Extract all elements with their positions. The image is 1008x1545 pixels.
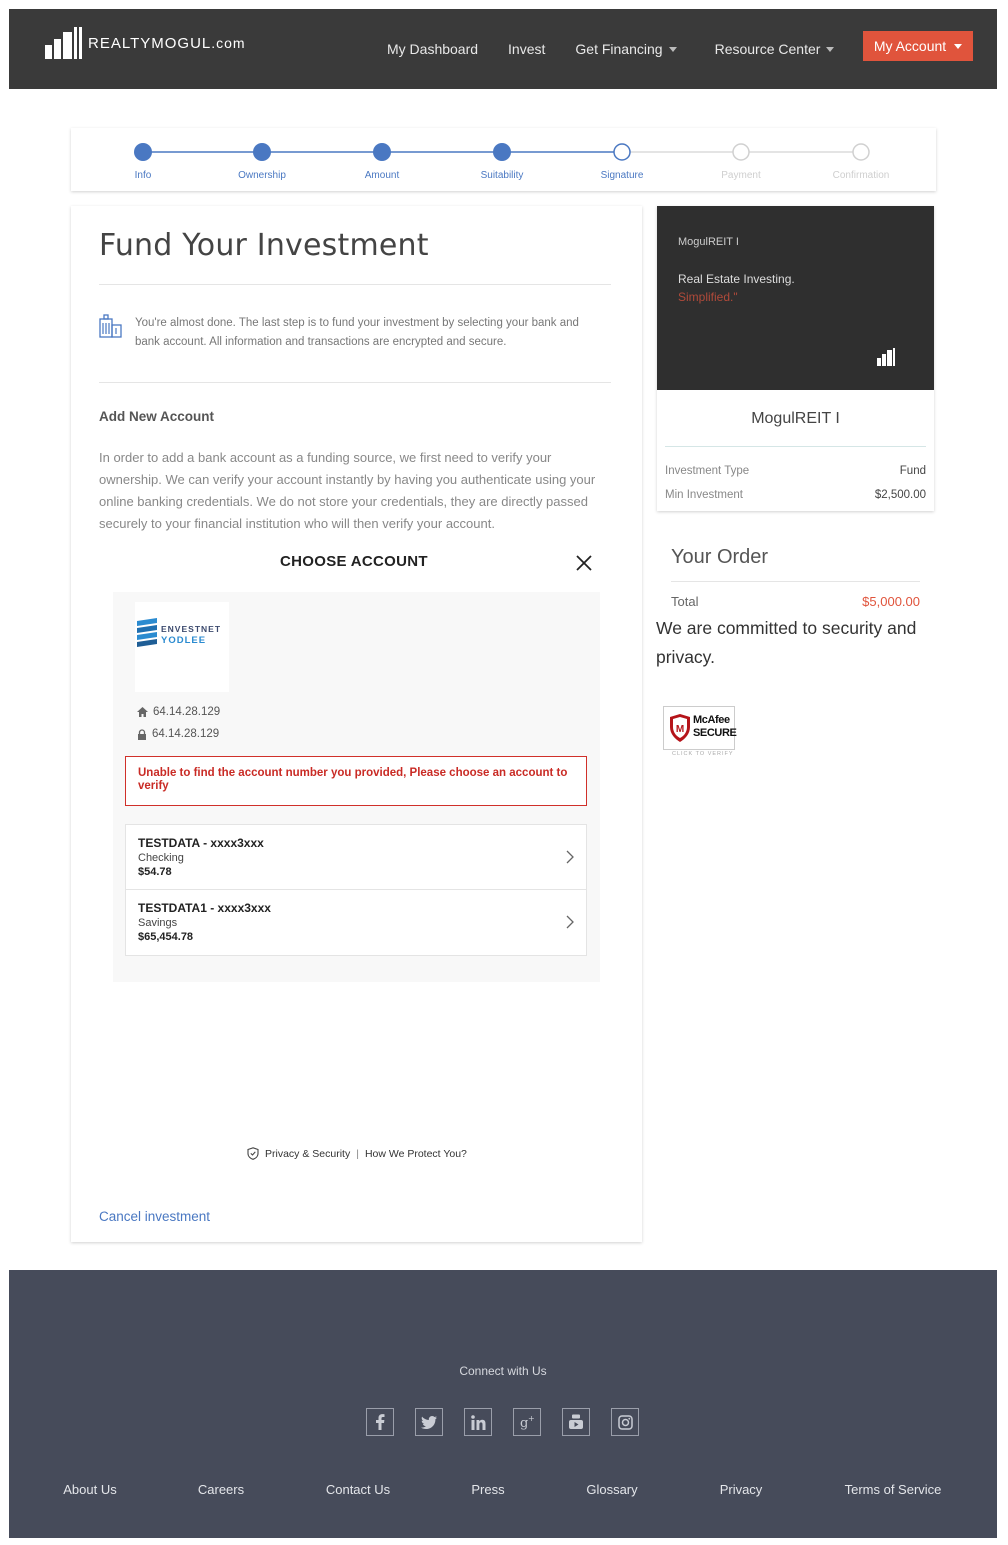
mcafee-shield-icon bbox=[669, 713, 691, 743]
cancel-investment-link[interactable]: Cancel investment bbox=[99, 1209, 211, 1224]
account-balance: $65,454.78 bbox=[138, 931, 194, 943]
lock-ip: 64.14.28.129 bbox=[152, 728, 220, 740]
envestnet-yodlee-logo bbox=[135, 602, 229, 692]
separator: | bbox=[356, 1147, 359, 1160]
fund-hero-image bbox=[657, 206, 934, 390]
fund-name: MogulREIT I bbox=[751, 410, 840, 427]
progress-track bbox=[71, 128, 936, 191]
divider bbox=[671, 581, 920, 582]
footer-link-privacy[interactable]: Privacy bbox=[719, 1482, 763, 1497]
nav-my-dashboard[interactable]: My Dashboard bbox=[387, 41, 479, 57]
privacy-security-row bbox=[247, 1147, 467, 1160]
step-dot-info bbox=[134, 143, 152, 161]
logo-suffix: .com bbox=[211, 34, 246, 51]
order-total-row: Total $5,000.00 bbox=[671, 594, 920, 609]
hero-tagline: Real Estate Investing. bbox=[678, 272, 795, 286]
provider-name-line2: YODLEE bbox=[161, 635, 207, 646]
footer-link-press[interactable]: Press bbox=[471, 1482, 505, 1497]
fund-summary-card bbox=[657, 206, 934, 511]
how-we-protect-link[interactable]: How We Protect You? bbox=[364, 1147, 467, 1160]
divider bbox=[665, 446, 926, 447]
nav-invest[interactable]: Invest bbox=[508, 41, 546, 57]
step-dot-signature bbox=[614, 144, 630, 160]
min-investment-row: Min Investment $2,500.00 bbox=[665, 489, 926, 501]
lock-icon bbox=[137, 729, 147, 740]
step-label-confirmation: Confirmation bbox=[832, 170, 890, 181]
error-message: Unable to find the account number you provided, Please choose an account to verify bbox=[125, 756, 587, 806]
home-icon bbox=[137, 707, 148, 717]
choose-account-title: CHOOSE ACCOUNT bbox=[280, 553, 428, 570]
linkedin-icon[interactable] bbox=[464, 1408, 492, 1436]
badge-brand: McAfee bbox=[693, 714, 730, 726]
step-dot-payment bbox=[733, 144, 749, 160]
step-label-ownership: Ownership bbox=[238, 170, 286, 181]
verification-description: In order to add a bank account as a funding source, we first need to verify your ownership. We can verify your account instantly by having you authenticate using your online banking credentials. We do not store your credentials, they are directly passed securely to your financial institution who will then verify your account. bbox=[99, 450, 596, 531]
progress-stepper bbox=[71, 128, 936, 191]
footer-link-glossary[interactable]: Glossary bbox=[586, 1482, 638, 1497]
account-type: Checking bbox=[138, 852, 184, 864]
intro-notice bbox=[99, 314, 599, 352]
step-label-payment: Payment bbox=[721, 170, 761, 181]
home-ip-row bbox=[137, 706, 220, 718]
twitter-icon[interactable] bbox=[415, 1408, 443, 1436]
facebook-icon[interactable] bbox=[366, 1408, 394, 1436]
building-icon bbox=[99, 314, 123, 338]
step-label-amount: Amount bbox=[364, 170, 400, 181]
shield-icon bbox=[247, 1147, 259, 1160]
privacy-security-link[interactable]: Privacy & Security bbox=[265, 1147, 351, 1160]
step-dot-amount bbox=[373, 143, 391, 161]
lock-ip-row bbox=[137, 728, 219, 740]
step-dot-confirmation bbox=[853, 144, 869, 160]
chevron-right-icon bbox=[566, 850, 574, 864]
badge-secure: SECURE bbox=[693, 727, 737, 739]
page-title: Fund Your Investment bbox=[99, 228, 429, 263]
account-list bbox=[125, 824, 587, 956]
chevron-right-icon bbox=[566, 915, 574, 929]
footer-link-about-us[interactable]: About Us bbox=[63, 1482, 117, 1497]
buildings-logo-icon bbox=[45, 27, 82, 59]
svg-text:M: M bbox=[675, 724, 685, 735]
investment-type-row: Investment Type Fund bbox=[665, 465, 926, 477]
main-nav bbox=[387, 9, 834, 89]
yodlee-stripes-icon bbox=[137, 618, 159, 650]
footer-link-terms-of-service[interactable]: Terms of Service bbox=[844, 1482, 942, 1497]
nav-resource-center[interactable]: Resource Center bbox=[715, 41, 835, 57]
account-name: TESTDATA - xxxx3xxx bbox=[138, 836, 264, 850]
divider bbox=[99, 382, 611, 383]
footer-link-careers[interactable]: Careers bbox=[197, 1482, 245, 1497]
buildings-logo-icon bbox=[877, 348, 895, 366]
caret-down-icon bbox=[826, 47, 834, 52]
order-total-value: $5,000.00 bbox=[862, 594, 920, 609]
site-footer bbox=[9, 1270, 997, 1538]
top-navigation-bar bbox=[9, 9, 997, 89]
instagram-icon[interactable] bbox=[611, 1408, 639, 1436]
hero-fund-name: MogulREIT I bbox=[678, 236, 739, 248]
caret-down-icon bbox=[954, 44, 962, 49]
connect-with-us-label: Connect with Us bbox=[459, 1364, 547, 1378]
yodlee-panel bbox=[113, 592, 600, 982]
divider bbox=[99, 284, 611, 285]
intro-text: You're almost done. The last step is to fund your investment by selecting your bank and bank account. All information and transactions are encrypted and secure. bbox=[135, 317, 579, 348]
mcafee-secure-badge[interactable] bbox=[663, 706, 735, 750]
social-links bbox=[366, 1408, 639, 1436]
home-ip: 64.14.28.129 bbox=[153, 706, 221, 718]
svg-text:g: g bbox=[520, 1416, 529, 1430]
step-label-info: Info bbox=[134, 170, 152, 181]
footer-link-contact-us[interactable]: Contact Us bbox=[325, 1482, 391, 1497]
realtymogul-logo[interactable] bbox=[45, 27, 246, 59]
account-balance: $54.78 bbox=[138, 866, 172, 878]
caret-down-icon bbox=[669, 47, 677, 52]
your-order-title: Your Order bbox=[671, 546, 769, 568]
badge-click-to-verify: CLICK TO VERIFY bbox=[672, 751, 734, 757]
youtube-icon[interactable] bbox=[562, 1408, 590, 1436]
step-dot-ownership bbox=[253, 143, 271, 161]
my-account-button[interactable]: My Account bbox=[863, 31, 973, 61]
google-plus-icon[interactable] bbox=[513, 1408, 541, 1436]
step-label-signature: Signature bbox=[600, 170, 644, 181]
hero-tagline-accent: Simplified." bbox=[678, 290, 738, 304]
account-item-savings[interactable] bbox=[126, 890, 586, 955]
security-statement: We are committed to security and privacy. bbox=[656, 618, 917, 667]
step-dot-suitability bbox=[493, 143, 511, 161]
account-name: TESTDATA1 - xxxx3xxx bbox=[138, 901, 271, 915]
fund-investment-card bbox=[71, 206, 642, 1242]
close-icon[interactable] bbox=[574, 553, 594, 573]
account-type: Savings bbox=[138, 917, 178, 929]
svg-text:+: + bbox=[528, 1414, 535, 1423]
add-new-account-heading: Add New Account bbox=[99, 409, 215, 424]
nav-get-financing[interactable]: Get Financing bbox=[575, 41, 676, 57]
step-label-suitability: Suitability bbox=[480, 170, 524, 181]
provider-name-line1: ENVESTNET bbox=[161, 624, 222, 634]
logo-brand: REALTYMOGUL bbox=[88, 34, 212, 52]
account-item-checking[interactable] bbox=[126, 825, 586, 890]
